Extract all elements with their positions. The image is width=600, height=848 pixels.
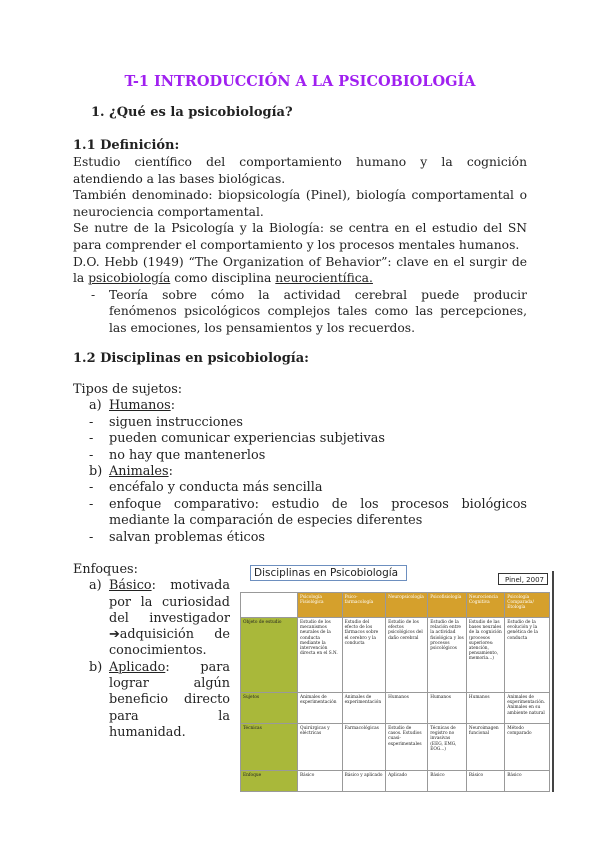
list-marker: b): [89, 659, 103, 675]
table-cell: Básico: [505, 771, 550, 792]
list-marker: a): [89, 398, 102, 414]
figure-title: Disciplinas en Psicobiología: [250, 565, 407, 581]
list-text: : motivada por la curiosidad del investigador ➔adquisición de conocimientos.: [109, 578, 230, 659]
table-cell: Estudio de la evolución y la genética de la conducta: [505, 618, 550, 693]
list-item-humans: [73, 398, 527, 414]
column-header: Psicología Fisiológica: [298, 593, 343, 618]
subject-types-label: Tipos de sujetos:: [73, 382, 183, 397]
list-marker: b): [89, 464, 103, 480]
list-text: enfoque comparativo: estudio de los procesos biológicos mediante la comparación de especies diferentes: [109, 496, 527, 529]
table-cell: Neuroimagen funcional: [466, 724, 504, 771]
table-cell: Estudio de los mecanismos neurales de la conducta mediante la intervención directa en el S.N.: [298, 618, 343, 693]
table-cell: Animales de experimentación: [342, 693, 385, 724]
list-text: : para lograr algún beneficio directo para la humanidad.: [109, 659, 230, 740]
bullet-marker: -: [89, 447, 94, 463]
underlined-term: neurocientífica.: [275, 271, 373, 286]
list-text: siguen instrucciones: [109, 414, 243, 430]
list-item: [73, 497, 527, 530]
bullet-marker: -: [89, 431, 94, 447]
list-item-applied: [73, 660, 230, 741]
list-text: encéfalo y conducta más sencilla: [109, 480, 323, 496]
definition-body: [73, 154, 527, 337]
underlined-term: psicobiología: [88, 271, 171, 286]
table-header-row: [241, 593, 550, 618]
row-header: Técnicas: [241, 724, 298, 771]
humans-label: Humanos: [109, 398, 171, 414]
table-cell: Estudio de las bases neurales de la cognición (procesos superiores: atención, pensamiento, memoria...): [466, 618, 504, 693]
table-cell: Básico y aplicado: [342, 771, 385, 792]
basic-label: Básico: [109, 578, 152, 594]
list-item: [73, 530, 527, 546]
disciplines-table: [240, 592, 550, 792]
table-cell: Animales de experimentación. Animales en su ambiente natural: [505, 693, 550, 724]
applied-label: Aplicado: [109, 659, 166, 675]
table-cell: Estudio de casos. Estudios cuasi-experimentales: [386, 724, 428, 771]
table-cell: Animales de experimentación: [298, 693, 343, 724]
row-header: Enfoque: [241, 771, 298, 792]
table-corner-cell: [241, 593, 298, 618]
animals-label: Animales: [109, 464, 169, 480]
list-text: no hay que mantenerlos: [109, 447, 266, 463]
column-header: Psicología Comparada/ Etología: [505, 593, 550, 618]
page-title: T-1 INTRODUCCIÓN A LA PSICOBIOLOGÍA: [124, 73, 476, 90]
definition-paragraph: [73, 254, 527, 287]
bullet-marker: -: [89, 496, 94, 512]
table-cell: Aplicado: [386, 771, 428, 792]
list-text: salvan problemas éticos: [109, 529, 265, 545]
list-item: [73, 448, 527, 464]
table-cell: Básico: [428, 771, 467, 792]
approaches-list: [73, 562, 230, 741]
table-cell: Básico: [466, 771, 504, 792]
table-cell: Estudio de los efectos psicológicos del daño cerebral: [386, 618, 428, 693]
figure-border: [552, 571, 554, 792]
colon: :: [170, 398, 175, 414]
figure-source: Pinel, 2007: [498, 573, 548, 585]
definition-heading: 1.1 Definición:: [73, 138, 180, 153]
definition-paragraph: También denominado: biopsicología (Pinel), biología comportamental o neurociencia comportamental.: [73, 188, 527, 219]
text: como disciplina: [170, 271, 276, 286]
disciplines-heading: 1.2 Disciplinas en psicobiología:: [73, 351, 309, 366]
bullet-marker: -: [89, 414, 94, 430]
list-marker: a): [89, 578, 102, 594]
table-cell: Humanos: [466, 693, 504, 724]
bullet-text: Teoría sobre cómo la actividad cerebral puede producir fenómenos psicológicos complejos tales como las percepciones, las emociones, los pensamientos y los recuerdos.: [109, 287, 527, 335]
list-item-basic: [73, 578, 230, 659]
table-cell: Método comparado: [505, 724, 550, 771]
table-row: [241, 771, 550, 792]
column-header: Neuropsicología: [386, 593, 428, 618]
table-cell: Estudio de la relación entre la actividad fisiológica y los procesos psicológicos: [428, 618, 467, 693]
table-cell: Humanos: [386, 693, 428, 724]
bullet-marker: -: [89, 480, 94, 496]
column-header: Neurociencia Cognitiva: [466, 593, 504, 618]
bullet-item: [73, 287, 527, 337]
row-header: Objeto de estudio: [241, 618, 298, 693]
table-cell: Básico: [298, 771, 343, 792]
list-item: [73, 415, 527, 431]
section-heading-1: 1. ¿Qué es la psicobiología?: [91, 105, 293, 120]
bullet-marker: -: [89, 529, 94, 545]
bullet-marker: -: [91, 287, 96, 302]
list-item-animals: [73, 464, 527, 480]
table-cell: Técnicas de registro no invasivas (EEG, EMG, EOG...): [428, 724, 467, 771]
list-item: [73, 431, 527, 447]
column-header: Psico-farmacología: [342, 593, 385, 618]
table-cell: Estudio del efecto de los fármacos sobre el cerebro y la conducta: [342, 618, 385, 693]
definition-paragraph: Se nutre de la Psicología y la Biología: se centra en el estudio del SN para comprender el comportamiento y los procesos mentales humanos.: [73, 221, 527, 252]
disciplines-table-figure: [240, 563, 554, 792]
list-item: [73, 480, 527, 496]
list-text: pueden comunicar experiencias subjetivas: [109, 431, 385, 447]
approaches-label: Enfoques:: [73, 562, 138, 577]
table-row: [241, 724, 550, 771]
table-row: [241, 618, 550, 693]
text: D.O. Hebb (1949) “The Organization of Behavior”: clave en el surgir de la: [73, 254, 527, 286]
definition-paragraph: Estudio científico del comportamiento humano y la cognición atendiendo a las bases biológicas.: [73, 155, 527, 186]
table-row: [241, 693, 550, 724]
table-cell: Humanos: [428, 693, 467, 724]
table-cell: Quirúrgicas y eléctricas: [298, 724, 343, 771]
colon: :: [168, 464, 173, 480]
subject-types-list: [73, 382, 527, 546]
column-header: Psicofisiología: [428, 593, 467, 618]
row-header: Sujetos: [241, 693, 298, 724]
table-cell: Farmacológicas: [342, 724, 385, 771]
